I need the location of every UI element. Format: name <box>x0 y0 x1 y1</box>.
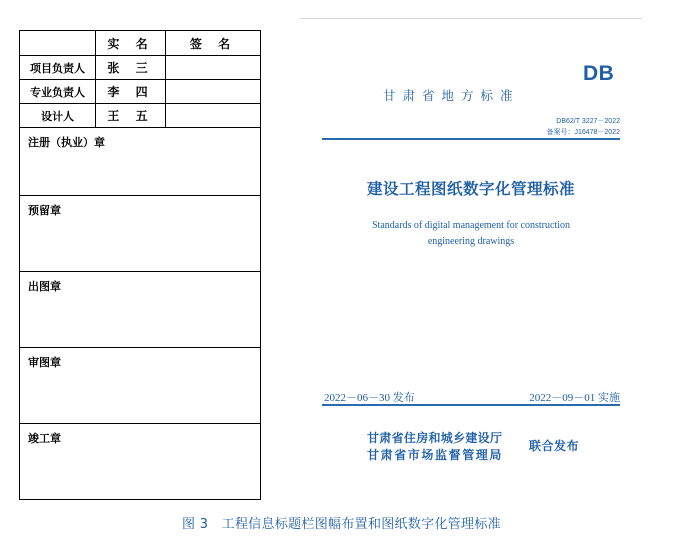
stamp-row <box>20 272 261 348</box>
stamp-row <box>20 196 261 272</box>
header-sign-cell: 签 名 <box>166 31 261 56</box>
local-standard-label: 甘肃省地方标准 <box>383 88 520 103</box>
issue-date: 2022－06－30 发布 <box>324 392 415 404</box>
standard-title-en-line1: Standards of digital management for construction <box>371 220 570 231</box>
issue-drawing-stamp-cell: 出图章 <box>20 272 261 348</box>
standard-cover <box>300 18 642 462</box>
cover-divider-bottom <box>322 404 620 406</box>
standard-title-cn: 建设工程图纸数字化管理标准 <box>366 180 575 198</box>
figure-caption: 图 3 工程信息标题栏图幅布置和图纸数字化管理标准 <box>182 517 501 532</box>
title-block-header-row <box>20 31 261 56</box>
stamp-row <box>20 424 261 500</box>
record-number: 备案号：J16478－2022 <box>546 129 620 136</box>
reserved-stamp-cell: 预留章 <box>20 196 261 272</box>
standard-title-en-line2: engineering drawings <box>427 236 515 247</box>
header-name-cell: 实 名 <box>96 31 166 56</box>
table-row <box>20 104 261 128</box>
name-cell: 张 三 <box>96 56 166 80</box>
role-cell: 专业负责人 <box>20 80 96 104</box>
table-row <box>20 56 261 80</box>
role-cell: 项目负责人 <box>20 56 96 80</box>
registration-stamp-cell: 注册（执业）章 <box>20 128 261 196</box>
review-stamp-cell: 审图章 <box>20 348 261 424</box>
stamp-row <box>20 348 261 424</box>
completion-stamp-cell: 竣工章 <box>20 424 261 500</box>
issuer-housing-dept: 甘肃省住房和城乡建设厅 <box>367 431 503 445</box>
name-cell: 王 五 <box>96 104 166 128</box>
cover-top-divider <box>300 18 642 19</box>
signature-cell <box>166 80 261 104</box>
signature-cell <box>166 56 261 80</box>
joint-release-label: 联合发布 <box>529 439 580 453</box>
cover-divider-top <box>322 138 620 140</box>
role-cell: 设计人 <box>20 104 96 128</box>
implementation-date: 2022－09－01 实施 <box>529 392 620 404</box>
issuer-market-bureau: 甘肃省市场监督管理局 <box>367 448 504 462</box>
table-row <box>20 80 261 104</box>
signature-cell <box>166 104 261 128</box>
db-mark: DB <box>583 62 615 85</box>
title-block-table <box>19 30 261 500</box>
name-cell: 李 四 <box>96 80 166 104</box>
stamp-row <box>20 128 261 196</box>
header-role-cell <box>20 31 96 56</box>
standard-code: DB62/T 3227－2022 <box>556 118 620 125</box>
